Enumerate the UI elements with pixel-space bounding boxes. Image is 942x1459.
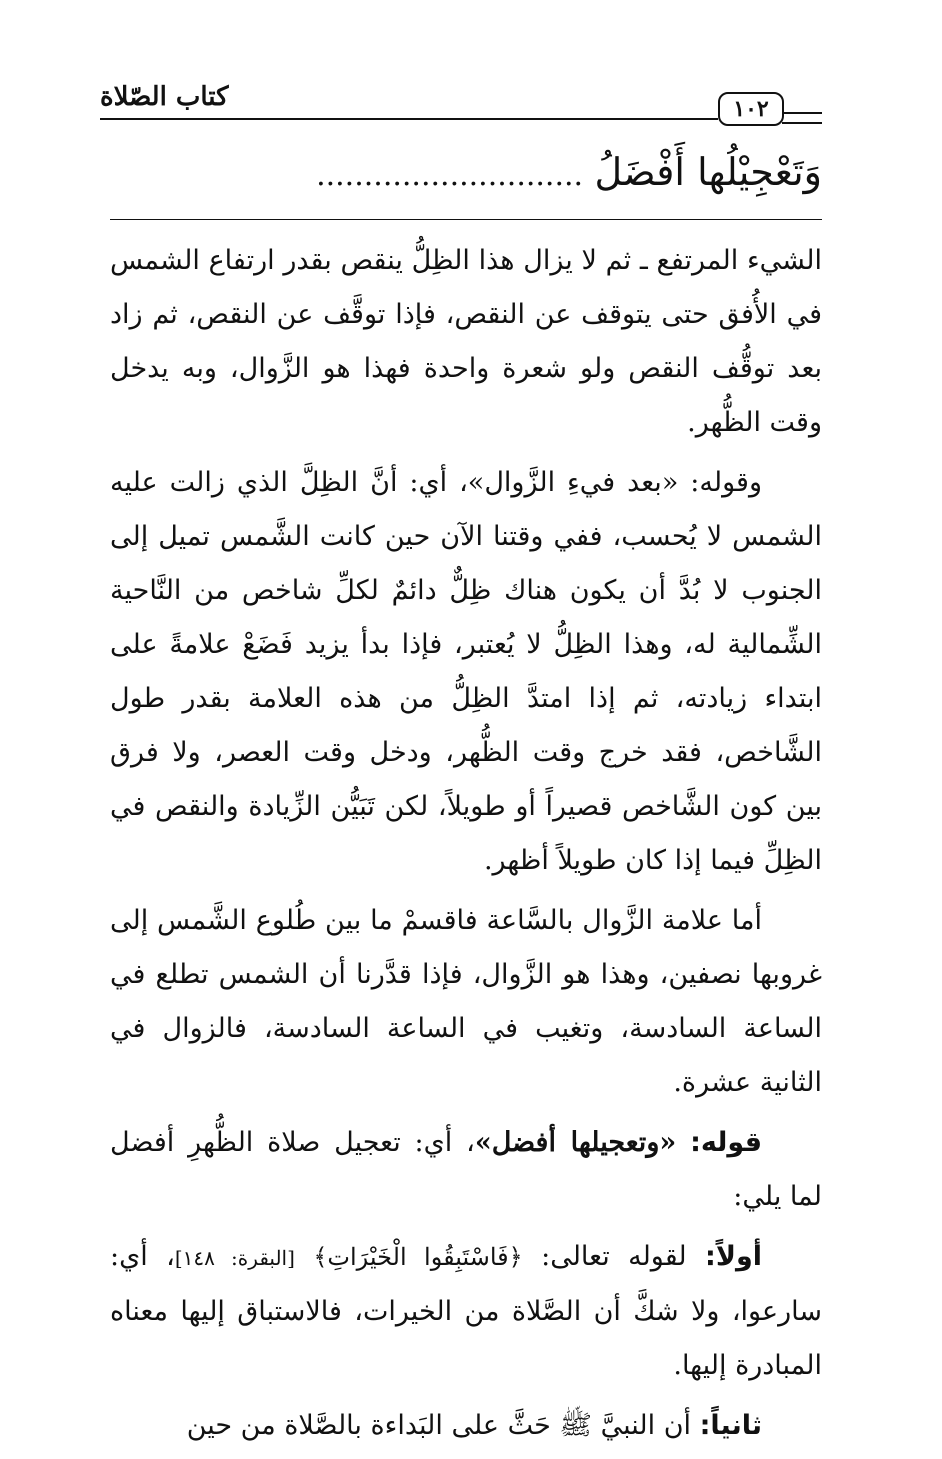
matn-text: وَتَعْجِيْلُها أَفْضَلُ [594,150,822,194]
paragraph-lead: قوله: [690,1127,762,1158]
paragraph [110,1399,822,1453]
paragraph-text: ، أي: سارعوا، ولا شكَّ أن الصَّلاة من الخيرات، فالاستباق إليها معناه المبادرة إليها. [110,1241,822,1381]
verse-reference: [البقرة: ١٤٨] [174,1246,295,1270]
matn-line [110,142,822,202]
paragraph [110,1116,822,1224]
paragraph: الشيء المرتفع ـ ثم لا يزال هذا الظِلُّ ينقص بقدر ارتفاع الشمس في الأُفق حتى يتوقف عن النقص، فإذا توقَّف عن النقص، ثم زاد بعد توقُّف النقص ولو شعرة واحدة فهذا هو الزَّوال، وبه يدخل وقت الظُّهر. [110,245,822,438]
paragraph-lead: أولاً: [705,1241,762,1272]
header-rule [100,118,718,120]
paragraph: أما علامة الزَّوال بالسَّاعة فاقسمْ ما بين طُلوع الشَّمس إلى غروبها نصفين، وهذا هو الزَّوال، فإذا قدَّرنا أن الشمس تطلع في الساعة السادسة، وتغيب في الساعة السادسة، فالزوال في الثانية عشرة. [110,905,822,1098]
paragraph-text: أن النبيَّ ﷺ حَثَّ على البَداءة بالصَّلاة من حين [186,1410,692,1441]
book-title: كتاب الصّلاة [100,82,229,112]
paragraph-text: لقوله تعالى: [541,1241,687,1272]
commentary-body [110,234,822,1459]
paragraph-lead: ثانياً: [699,1410,762,1441]
paragraph: وقوله: «بعد فيءِ الزَّوال»، أي: أنَّ الظِلَّ الذي زالت عليه الشمس لا يُحسب، ففي وقتنا الآن حين كانت الشَّمس تميل إلى الجنوب لا بُدَّ أن يكون هناك ظِلٌّ دائمٌ لكلِّ شاخص من النَّاحية الشِّمالية له، وهذا الظِلُّ لا يُعتبر، فإذا بدأ يزيد فَضَعْ علامةً على ابتداء زيادته، ثم إذا امتدَّ الظِلُّ من هذه العلامة بقدر طول الشَّاخص، فقد خرج وقت الظُّهر، ودخل وقت العصر، ولا فرق بين كون الشَّاخص قصيراً أو طويلاً، لكن تَبَيُّن الزِّيادة والنقص في الظِلِّ فيما إذا كان طويلاً أظهر. [110,467,822,876]
matn-separator [110,219,822,220]
paragraph-text: ، أي: تعجيل صلاة الظُّهرِ أفضل لما يلي: [110,1127,822,1212]
header-rule-ornament [782,112,822,124]
paragraph [110,1230,822,1393]
quran-verse: ﴿فَاسْتَبِقُوا الْخَيْرَاتِ﴾ [313,1243,523,1271]
matn-dots: ............................ [316,158,584,193]
matn-quote: «وتعجيلها أفضل» [474,1127,677,1158]
running-header [100,82,822,126]
page-number: ١٠٢ [718,92,784,126]
